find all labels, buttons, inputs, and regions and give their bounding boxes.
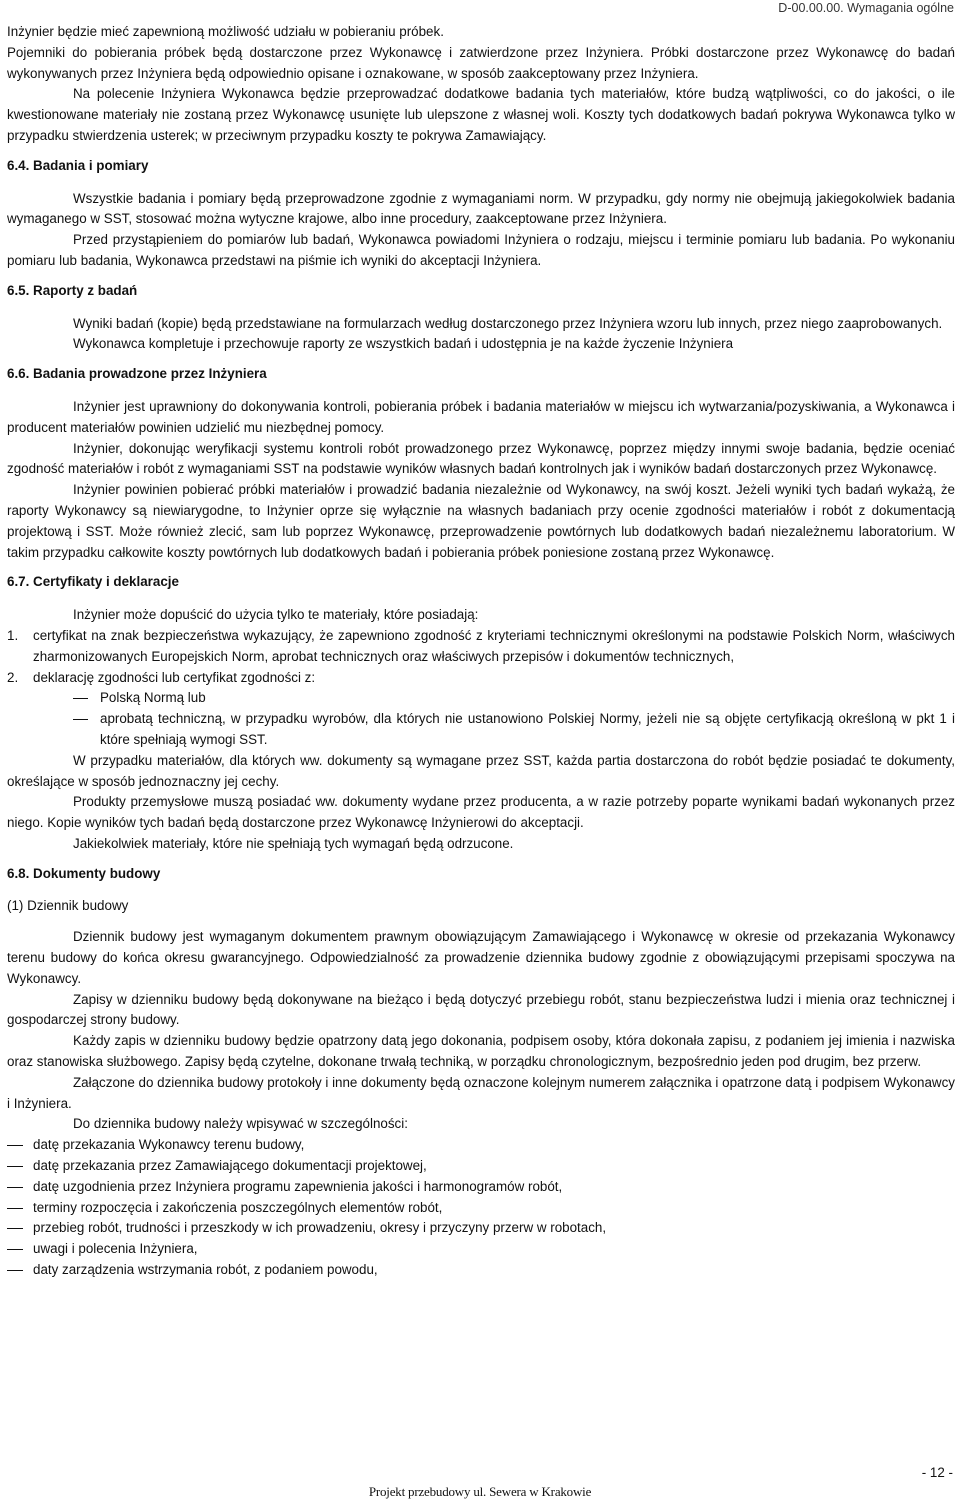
dash-list-item <box>7 709 955 751</box>
paragraph: Do dziennika budowy należy wpisywać w szczególności: <box>73 1116 408 1132</box>
list-item <box>7 1218 955 1239</box>
dash-bullet-icon <box>7 1260 23 1281</box>
list-item-text: certyfikat na znak bezpieczeństwa wykazujący, że zapewniono zgodność z kryteriami technicznymi określonymi na podstawie Polskich Norm, właściwych zharmonizowanych Europejskich Norm, aprobat technicznych oraz właściwych przepisów i dokumentów technicznych, <box>33 627 955 664</box>
list-item-text: Polską Normą lub <box>100 690 206 706</box>
dash-bullet-icon <box>73 688 88 709</box>
paragraph: Wyniki badań (kopie) będą przedstawiane na formularzach według dostarczonego przez Inżyniera wzoru lub innych, przez niego zaaprobowanych. <box>73 315 943 331</box>
list-item <box>7 1239 955 1260</box>
list-item-text: aprobatą techniczną, w przypadku wyrobów, dla których nie ustanowiono Polskiej Normy, jeżeli nie są objęte certyfikacją określoną w pkt 1 i które spełniają wymogi SST. <box>100 711 955 747</box>
numbered-list-item <box>7 626 955 668</box>
dash-bullet-icon <box>7 1218 23 1239</box>
dash-bullet-icon <box>7 1239 23 1260</box>
document-code-header: D-00.00.00. Wymagania ogólne <box>778 1 954 15</box>
list-item-text: deklarację zgodności lub certyfikat zgodności z: <box>33 669 316 685</box>
list-item <box>7 1177 955 1198</box>
list-number: 2. <box>7 669 19 685</box>
paragraph: Pojemniki do pobierania próbek będą dostarczone przez Wykonawcę i zatwierdzone przez Inżyniera. Próbki dostarczone przez Wykonawcę do badań wykonywanych przez Inżyniera będą odpowiednio opisane i oznakowane, w sposób zaakceptowany przez Inżyniera. <box>7 44 955 81</box>
paragraph: Dziennik budowy jest wymaganym dokumentem prawnym obowiązującym Zamawiającego i Wykonawcę w okresie od przekazania Wykonawcy terenu budowy do końca okresu gwarancyjnego. Odpowiedzialność za prowadzenie dziennika budowy zgodnie z obowiązującymi przepisami spoczywa na Wykonawcy. <box>7 929 955 986</box>
section-heading-6-7: 6.7. Certyfikaty i deklaracje <box>7 574 179 590</box>
subsection-heading: (1) Dziennik budowy <box>7 898 129 914</box>
paragraph: Inżynier będzie mieć zapewnioną możliwość udziału w pobieraniu próbek. <box>7 24 444 39</box>
page-number: - 12 - <box>921 1465 953 1480</box>
paragraph: Inżynier powinien pobierać próbki materiałów i prowadzić badania niezależnie od Wykonawcy, na swój koszt. Jeżeli wyniki tych badań wykażą, że raporty Wykonawcy są niewiarygodne, to Inżynier oprze się wyłącznie na własnych badaniach przy ocenie zgodności materiałów i robót z dokumentacją projektową i SST. Może również zlecić, sam lub poprzez Wykonawcę, przeprowadzenie powtórnych lub dodatkowych badań niezależnemu laboratorium. W takim przypadku całkowite koszty powtórnych lub dodatkowych badań i pobierania próbek poniesione zostaną przez Wykonawcę. <box>7 482 955 560</box>
paragraph: W przypadku materiałów, dla których ww. dokumenty są wymagane przez SST, każda partia dostarczona do robót będzie posiadać te dokumenty, określające w sposób jednoznaczny jej cechy. <box>7 752 955 789</box>
paragraph: Wykonawca kompletuje i przechowuje raporty ze wszystkich badań i udostępnia je na każde życzenie Inżyniera <box>73 336 734 352</box>
paragraph: Jakiekolwiek materiały, które nie spełniają tych wymagań będą odrzucone. <box>73 835 514 851</box>
paragraph: Wszystkie badania i pomiary będą przeprowadzone zgodnie z wymaganiami norm. W przypadku, gdy normy nie obejmują jakiegokolwiek badania wymaganego w SST, stosować można wytyczne krajowe, albo inne procedury, zaakceptowane przez Inżyniera. <box>7 190 955 227</box>
dash-bullet-icon <box>73 709 88 730</box>
dash-bullet-icon <box>7 1156 23 1177</box>
document-body <box>7 22 955 1281</box>
section-heading-6-5: 6.5. Raporty z badań <box>7 282 138 298</box>
dash-bullet-icon <box>7 1135 23 1156</box>
list-item-text: daty zarządzenia wstrzymania robót, z podaniem powodu, <box>33 1262 378 1278</box>
dash-bullet-icon <box>7 1177 23 1198</box>
paragraph: Załączone do dziennika budowy protokoły i inne dokumenty będą oznaczone kolejnym numerem załącznika i opatrzone datą i podpisem Wykonawcy i Inżyniera. <box>7 1074 955 1111</box>
paragraph: Inżynier może dopuścić do użycia tylko te materiały, które posiadają: <box>73 607 479 623</box>
section-heading-6-8: 6.8. Dokumenty budowy <box>7 865 161 881</box>
list-item-text: datę przekazania przez Zamawiającego dokumentacji projektowej, <box>33 1158 427 1174</box>
paragraph: Na polecenie Inżyniera Wykonawca będzie przeprowadzać dodatkowe badania tych materiałów, które budzą wątpliwości, co do jakości, o ile kwestionowane materiały nie zostaną przez Wykonawcę usunięte lub ulepszone z własnej woli. Koszty tych dodatkowych badań pokrywa Wykonawca tylko w przypadku stwierdzenia usterek; w przeciwnym przypadku koszty te pokrywa Zamawiający. <box>7 86 955 143</box>
section-heading-6-6: 6.6. Badania prowadzone przez Inżyniera <box>7 366 267 382</box>
paragraph: Każdy zapis w dzienniku budowy będzie opatrzony datą jego dokonania, podpisem osoby, która dokonała zapisu, z podaniem jej imienia i nazwiska oraz stanowiska służbowego. Zapisy będą czytelne, dokonane trwałą techniką, w porządku chronologicznym, bezpośrednio jeden pod drugim, bez przerw. <box>7 1033 955 1070</box>
list-item-text: datę przekazania Wykonawcy terenu budowy, <box>33 1137 305 1153</box>
list-item <box>7 1135 955 1156</box>
list-item-text: przebieg robót, trudności i przeszkody w ich prowadzeniu, okresy i przyczyny przerw w robotach, <box>33 1220 607 1236</box>
section-heading-6-4: 6.4. Badania i pomiary <box>7 157 149 173</box>
list-item-text: uwagi i polecenia Inżyniera, <box>33 1241 198 1257</box>
list-number: 1. <box>7 627 19 643</box>
paragraph: Przed przystąpieniem do pomiarów lub badań, Wykonawca powiadomi Inżyniera o rodzaju, miejscu i terminie pomiaru lub badania. Po wykonaniu pomiaru lub badania, Wykonawca przedstawi na piśmie ich wyniki do akceptacji Inżyniera. <box>7 232 955 268</box>
page-footer: Projekt przebudowy ul. Sewera w Krakowie <box>368 1484 592 1499</box>
paragraph: Inżynier, dokonując weryfikacji systemu kontroli robót prowadzonego przez Wykonawcę, poprzez między innymi swoje badania, będzie oceniać zgodność materiałów i robót z wymaganiami SST na podstawie wyników własnych badań kontrolnych jak i wyników badań dostarczonych przez Wykonawcę. <box>7 440 955 477</box>
dash-bullet-icon <box>7 1198 23 1219</box>
list-item <box>7 1156 955 1177</box>
paragraph: Zapisy w dzienniku budowy będą dokonywane na bieżąco i będą dotyczyć przebiegu robót, stanu bezpieczeństwa ludzi i mienia oraz technicznej i gospodarczej strony budowy. <box>7 991 955 1028</box>
list-item-text: terminy rozpoczęcia i zakończenia poszczególnych elementów robót, <box>33 1199 443 1215</box>
list-item-text: datę uzgodnienia przez Inżyniera programu zapewnienia jakości i harmonogramów robót, <box>33 1178 563 1194</box>
list-item <box>7 1198 955 1219</box>
list-item <box>7 1260 955 1281</box>
paragraph: Produkty przemysłowe muszą posiadać ww. dokumenty wydane przez producenta, a w razie potrzeby poparte wynikami badań wykonanych przez niego. Kopie wyników tych badań będą dostarczone przez Wykonawcę Inżynierowi do akceptacji. <box>7 794 955 831</box>
dash-list-item <box>7 688 955 709</box>
paragraph: Inżynier jest uprawniony do dokonywania kontroli, pobierania próbek i badania materiałów w miejscu ich wytwarzania/pozyskiwania, a Wykonawca i producent materiałów powinien udzielić mu niezbędnej pomocy. <box>7 398 955 435</box>
numbered-list-item <box>7 668 955 689</box>
